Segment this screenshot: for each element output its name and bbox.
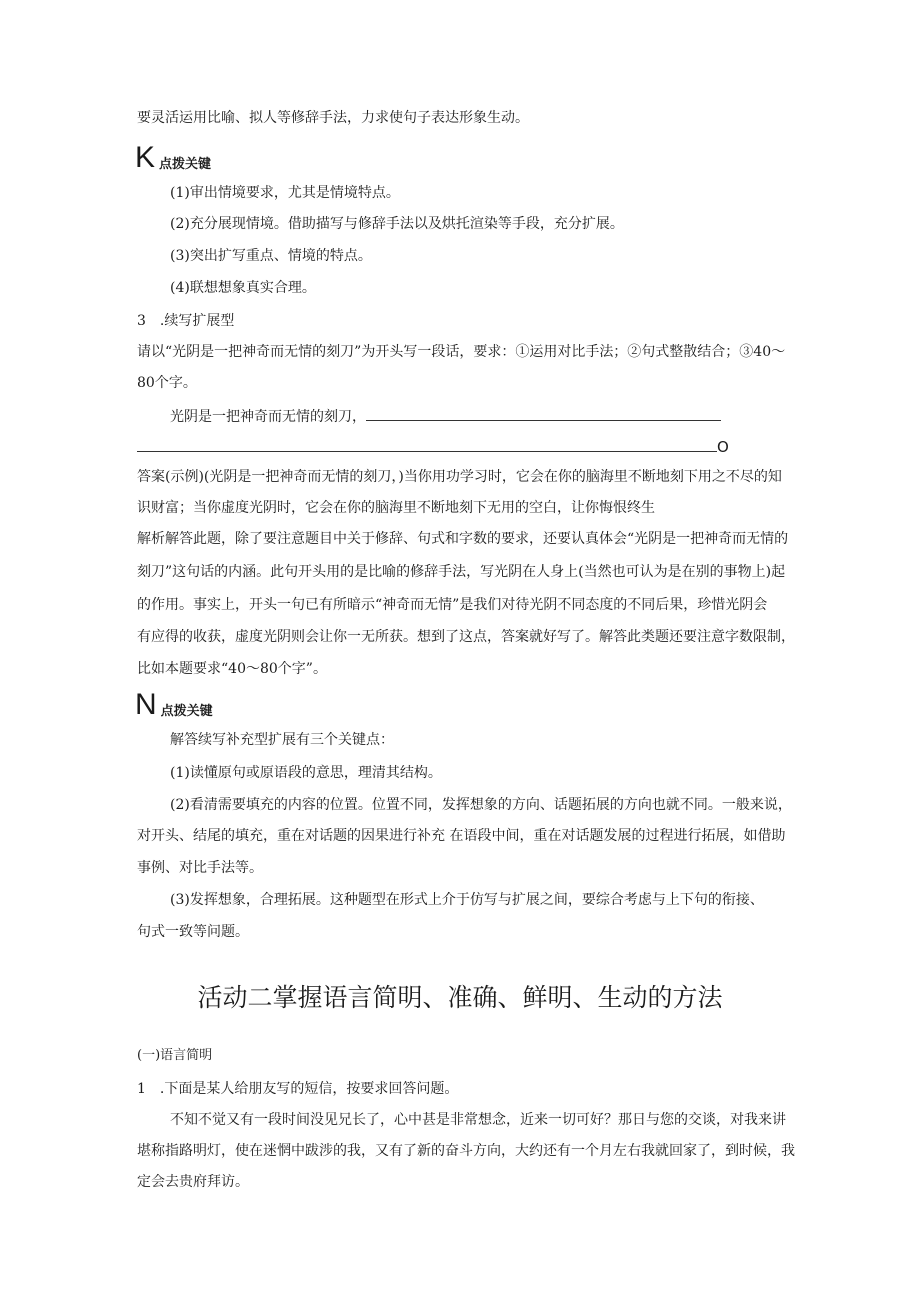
passage-line: 堪称指路明灯，使在迷惘中跋涉的我，又有了新的奋斗方向，大约还有一个月左右我就回家了，到时候，我 <box>137 1143 795 1159</box>
heading-letter: K <box>135 141 156 174</box>
list-item: (2)看清需要填充的内容的位置。位置不同，发挥想象的方向、话题拓展的方向也就不同。一般来说， <box>170 797 792 813</box>
list-item: (3)突出扩写重点、情境的特点。 <box>170 248 372 264</box>
list-item-continued: 事例、对比手法等。 <box>137 860 263 876</box>
question-line: 请以“光阴是一把神奇而无情的刻刀”为开头写一段话，要求：①运用对比手法；②句式整散结合；③40〜 <box>137 344 786 360</box>
list-item: (3)发挥想象，合理拓展。这种题型在形式上介于仿写与扩展之间，要综合考虑与上下句的衔接、 <box>170 892 764 908</box>
list-item: (4)联想想象真实合理。 <box>170 280 316 296</box>
passage-line: 定会去贵府拜访。 <box>137 1174 249 1190</box>
blank-end-mark: O <box>717 438 729 456</box>
activity-title: 活动二掌握语言简明、准确、鲜明、生动的方法 <box>197 983 723 1012</box>
answer-line: 识财富；当你虚度光阴时，它会在你的脑海里不断地刻下无用的空白，让你悔恨终生 <box>137 500 655 516</box>
analysis-line: 有应得的收获，虚度光阴则会让你一无所获。想到了这点，答案就好写了。解答此类题还要注意字数限制， <box>137 629 795 645</box>
heading-label: 点拨关键 <box>159 157 212 172</box>
subsection-heading: (一)语言简明 <box>137 1048 213 1063</box>
question-line: 80个字。 <box>137 375 197 391</box>
analysis-line: 比如本题要求“40〜80个字”。 <box>137 661 327 677</box>
analysis-line: 的作用。事实上，开头一句已有所暗示“神奇而无情”是我们对待光阴不同态度的不同后果，珍惜光阴会 <box>137 597 768 613</box>
passage-line: 不知不觉又有一段时间没见兄长了，心中甚是非常想念，近来一切可好？那日与您的交谈，对我来讲 <box>170 1112 786 1128</box>
list-item: (2)充分展现情境。借助描写与修辞手法以及烘托渲染等手段，充分扩展。 <box>170 216 624 232</box>
answer-line: 答案(示例)(光阴是一把神奇而无情的刻刀，)当你用功学习时，它会在你的脑海里不断地刻下用之不尽的知 <box>137 469 782 485</box>
list-item: (1)读懂原句或原语段的意思，理清其结构。 <box>170 765 442 781</box>
answer-blank[interactable] <box>366 406 721 421</box>
paragraph-line: 要灵活运用比喻、拟人等修辞手法，力求使句子表达形象生动。 <box>137 110 529 126</box>
list-item-continued: 句式一致等问题。 <box>137 924 249 940</box>
section-heading-k <box>135 143 211 173</box>
analysis-line: 刻刀”这句话的内涵。此句开头用的是比喻的修辞手法，写光阴在人身上(当然也可认为是在别的事物上)起 <box>137 564 786 580</box>
heading-letter: N <box>135 688 157 721</box>
answer-blank[interactable] <box>137 437 717 452</box>
section-heading-n <box>135 690 213 720</box>
heading-label: 点拨关键 <box>160 704 213 719</box>
blank-line-2 <box>137 437 729 458</box>
list-item: (1)审出情境要求，尤其是情境特点。 <box>170 185 400 201</box>
list-item-continued: 对开头、结尾的填充，重在对话题的因果进行补充 在语段中间，重在对话题发展的过程进行拓展，如借助 <box>137 828 786 844</box>
analysis-line: 解析解答此题，除了要注意题目中关于修辞、句式和字数的要求，还要认真体会“光阴是一把神奇而无情的 <box>137 531 789 547</box>
question-line: 1 .下面是某人给朋友写的短信，按要求回答问题。 <box>137 1081 459 1097</box>
paragraph-line: 解答续写补充型扩展有三个关键点： <box>170 732 394 748</box>
blank-prompt: 光阴是一把神奇而无情的刻刀， <box>170 409 366 425</box>
section-number: 3 .续写扩展型 <box>137 313 235 329</box>
blank-line-1 <box>170 406 721 427</box>
